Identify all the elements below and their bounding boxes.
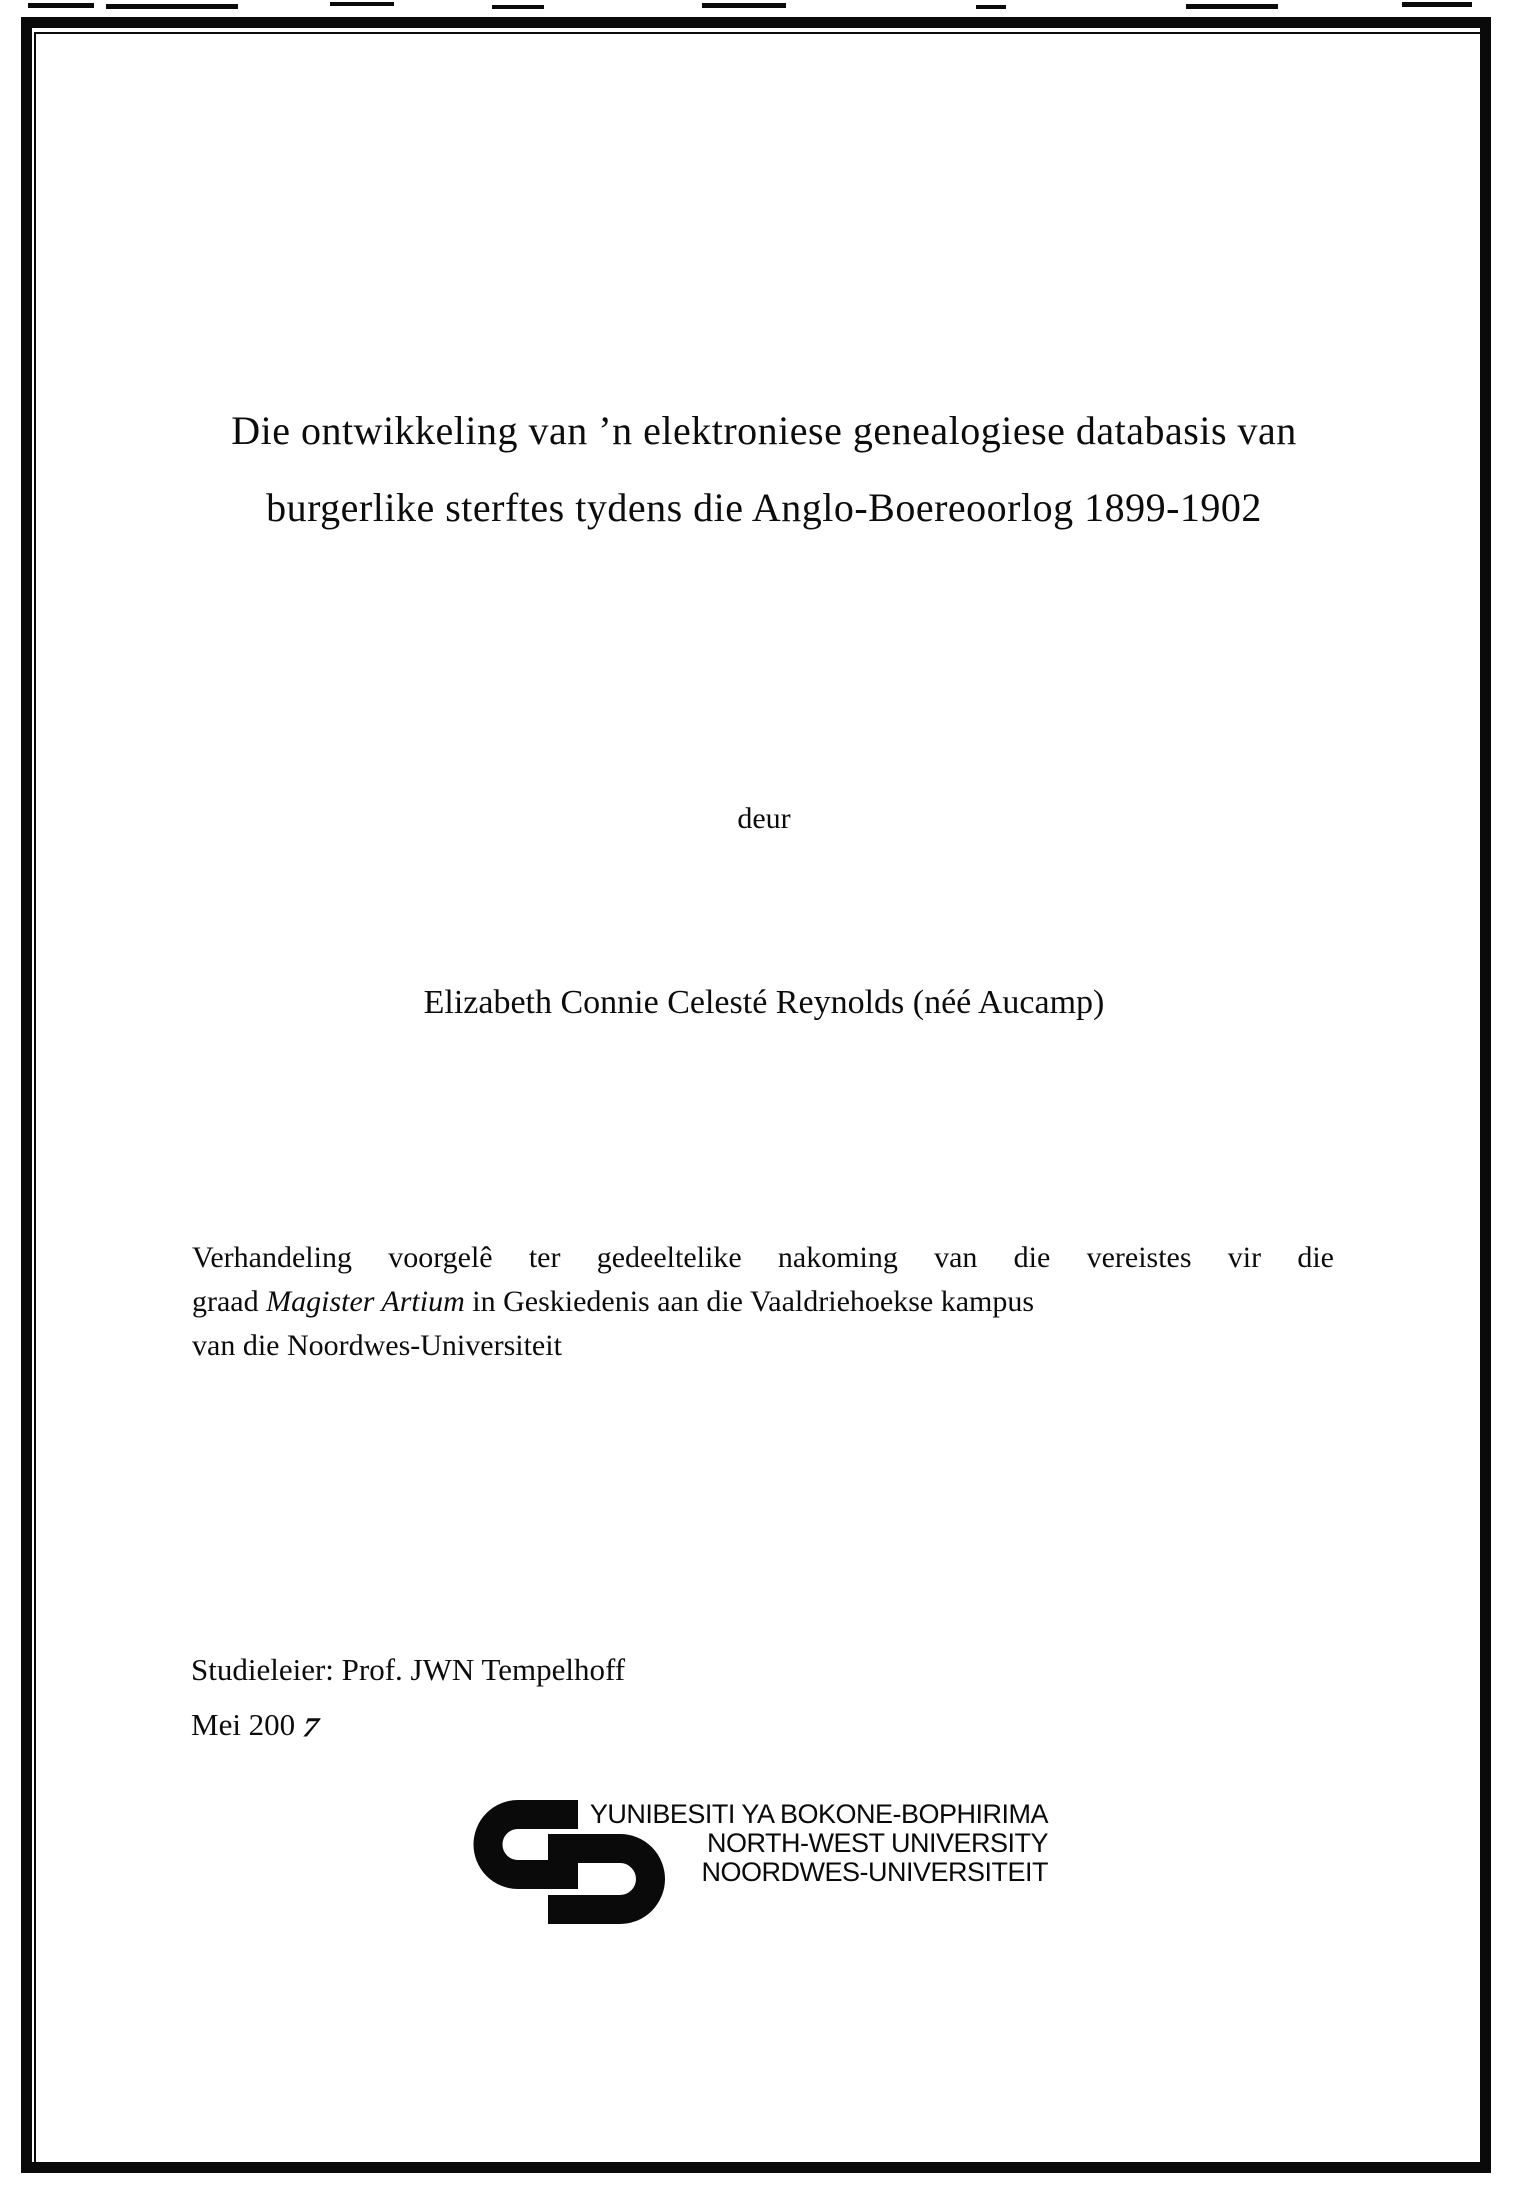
supervisor-block xyxy=(191,1642,625,1752)
date-prefix: Mei 200 xyxy=(191,1707,296,1742)
scan-artifact xyxy=(106,4,238,9)
degree-statement-line1: Verhandeling voorgelê ter gedeeltelike nakoming van die vereistes vir die xyxy=(192,1241,1334,1274)
degree-statement-line3: van die Noordwes-Universiteit xyxy=(192,1329,562,1362)
degree-statement-line2-prefix: graad xyxy=(192,1285,267,1318)
degree-statement-line2-suffix: in Geskiedenis aan die Vaaldriehoekse kampus xyxy=(464,1285,1035,1318)
scan-artifact xyxy=(1402,2,1472,7)
university-name-block xyxy=(560,1800,1048,1887)
scan-artifact xyxy=(1186,4,1278,9)
degree-statement xyxy=(192,1236,1334,1368)
thesis-title-line2: burgerlike sterftes tydens die Anglo-Boereoorlog 1899-1902 xyxy=(266,485,1262,530)
thesis-title xyxy=(190,392,1338,546)
scan-artifact xyxy=(976,5,1006,9)
thesis-title-line1: Die ontwikkeling van ’n elektroniese genealogiese databasis van xyxy=(231,408,1297,453)
byline: deur xyxy=(737,802,791,835)
scan-artifact xyxy=(492,5,544,9)
degree-name-italic: Magister Artium xyxy=(266,1285,465,1318)
supervisor-line: Studieleier: Prof. JWN Tempelhoff xyxy=(191,1652,626,1687)
university-name-setswana: YUNIBESITI YA BOKONE-BOPHIRIMA xyxy=(589,1799,1048,1829)
degree-statement-line2 xyxy=(192,1280,1334,1324)
scan-artifact xyxy=(330,2,394,6)
university-name-afrikaans: NOORDWES-UNIVERSITEIT xyxy=(701,1857,1048,1887)
scan-artifact xyxy=(702,3,786,8)
date-last-digit: 7 xyxy=(298,1711,324,1743)
date-line xyxy=(191,1697,625,1752)
scan-artifact xyxy=(28,3,94,8)
university-name-english: NORTH-WEST UNIVERSITY xyxy=(706,1828,1048,1858)
author-name: Elizabeth Connie Celesté Reynolds (néé Aucamp) xyxy=(423,984,1105,1021)
